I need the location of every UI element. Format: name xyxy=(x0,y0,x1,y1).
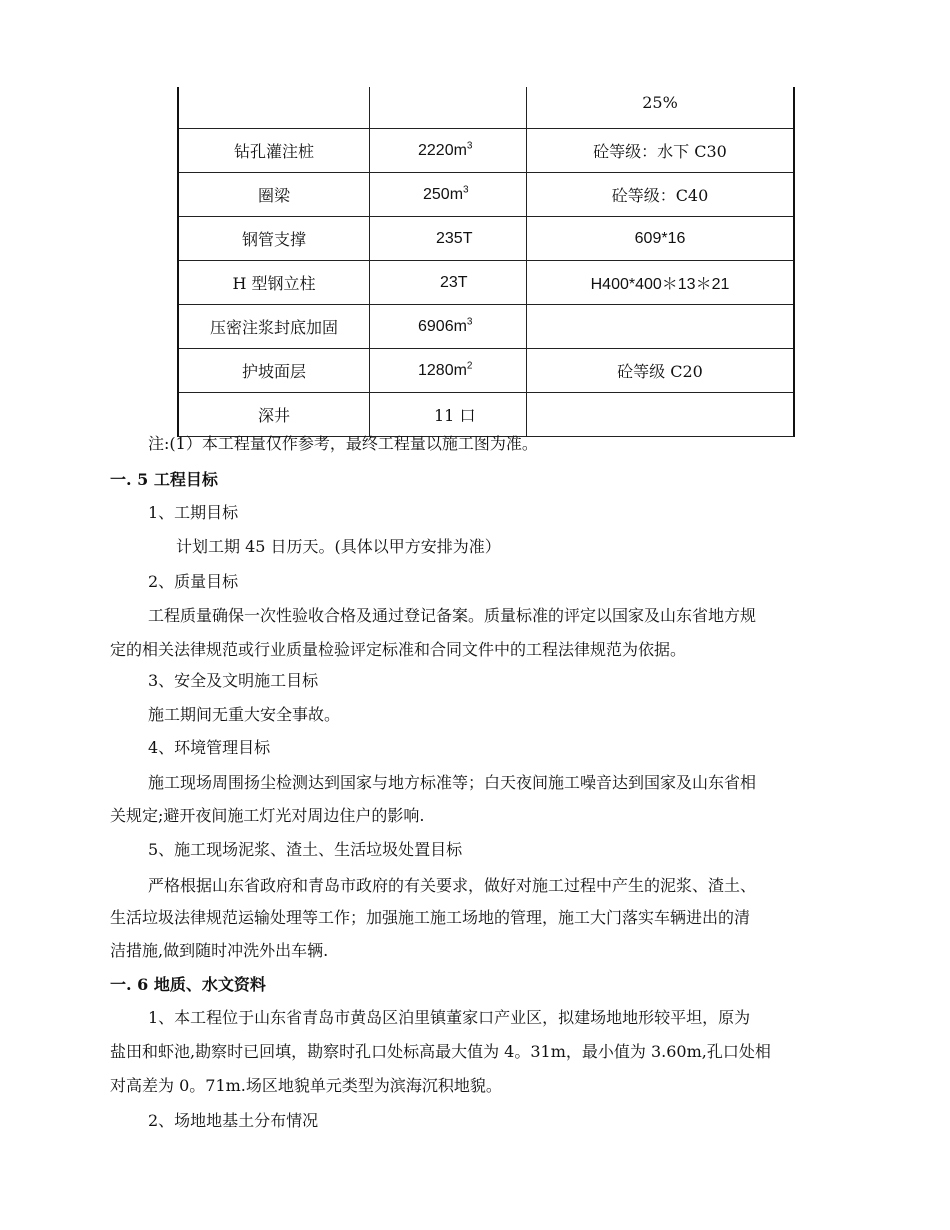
table-cell-qty xyxy=(370,261,527,305)
table-cell-spec: 25% xyxy=(527,87,795,129)
table-cell-qty xyxy=(370,305,527,349)
qty-value: 2220m xyxy=(418,141,467,159)
table-cell-spec: 砼等级 C20 xyxy=(527,349,795,393)
paragraph-waste-line: 严格根据山东省政府和青岛市政府的有关要求，做好对施工过程中产生的泥浆、渣土、 xyxy=(148,876,757,895)
paragraph-geology-line: 对高差为 0。71m.场区地貌单元类型为滨海沉积地貌。 xyxy=(110,1076,502,1095)
table-cell-qty xyxy=(370,173,527,217)
table-cell-spec: 砼等级：C40 xyxy=(527,173,795,217)
table-row xyxy=(178,173,794,217)
qty-value: 6906m xyxy=(418,317,467,335)
table-row xyxy=(178,393,794,437)
table-cell-spec xyxy=(527,305,795,349)
paragraph-safety: 施工期间无重大安全事故。 xyxy=(148,705,341,724)
subheading-waste: 5、施工现场泥浆、渣土、生活垃圾处置目标 xyxy=(148,840,463,859)
qty-unit-superscript: 2 xyxy=(466,360,473,372)
table-cell-item xyxy=(178,87,370,129)
table-cell-qty xyxy=(370,217,527,261)
subheading-soil-distribution: 2、场地地基土分布情况 xyxy=(148,1111,319,1130)
qty-unit-superscript: 3 xyxy=(463,184,469,196)
table-cell-item: 钢管支撑 xyxy=(178,217,370,261)
section-heading-geology: 一. 6 地质、水文资料 xyxy=(110,975,266,994)
table-cell-item: 深井 xyxy=(178,393,370,437)
table-cell-item: 护坡面层 xyxy=(178,349,370,393)
subheading-schedule: 1、工期目标 xyxy=(148,503,239,522)
paragraph-environment-line: 施工现场周围扬尘检测达到国家与地方标准等；白天夜间施工噪音达到国家及山东省相 xyxy=(148,773,757,792)
subheading-environment: 4、环境管理目标 xyxy=(148,738,271,757)
subheading-quality: 2、质量目标 xyxy=(148,572,239,591)
paragraph-waste-line: 洁措施,做到随时冲洗外出车辆. xyxy=(110,941,329,960)
qty-unit-superscript: 3 xyxy=(466,140,473,152)
table-cell-spec: H400*400＊13＊21 xyxy=(527,261,795,305)
table-cell-item: H 型钢立柱 xyxy=(178,261,370,305)
paragraph-quality-line: 定的相关法律规范或行业质量检验评定标准和合同文件中的工程法律规范为依据。 xyxy=(110,640,687,659)
table-cell-spec xyxy=(527,393,795,437)
table-note: 注:(1）本工程量仅作参考，最终工程量以施工图为准。 xyxy=(148,434,538,453)
table-cell-spec: 609*16 xyxy=(527,217,795,261)
table-cell-qty xyxy=(370,349,527,393)
table-row xyxy=(178,129,794,173)
qty-unit-superscript: 3 xyxy=(466,316,473,328)
table-row xyxy=(178,261,794,305)
qty-value: 1280m xyxy=(418,361,467,379)
quantity-table xyxy=(177,87,795,437)
paragraph-schedule: 计划工期 45 日历天。(具体以甲方安排为准） xyxy=(176,537,501,556)
qty-value: 11 口 xyxy=(434,406,476,425)
qty-value: 250m xyxy=(423,185,464,203)
table-row xyxy=(178,87,794,129)
table-row xyxy=(178,217,794,261)
paragraph-environment-line: 关规定;避开夜间施工灯光对周边住户的影响. xyxy=(110,806,425,825)
subheading-safety: 3、安全及文明施工目标 xyxy=(148,671,319,690)
paragraph-geology-line: 盐田和虾池,勘察时已回填，勘察时孔口处标高最大值为 4。31m，最小值为 3.60m,孔口处相 xyxy=(110,1042,771,1061)
table-cell-item: 圈梁 xyxy=(178,173,370,217)
paragraph-geology-line: 1、本工程位于山东省青岛市黄岛区泊里镇董家口产业区，拟建场地地形较平坦，原为 xyxy=(148,1008,751,1027)
table-cell-item: 钻孔灌注桩 xyxy=(178,129,370,173)
paragraph-waste-line: 生活垃圾法律规范运输处理等工作；加强施工施工场地的管理，施工大门落实车辆进出的清 xyxy=(110,908,751,927)
table-cell-item: 压密注浆封底加固 xyxy=(178,305,370,349)
section-heading-targets: 一. 5 工程目标 xyxy=(110,470,218,489)
table-cell-qty xyxy=(370,129,527,173)
table-cell-spec: 砼等级：水下 C30 xyxy=(527,129,795,173)
qty-value: 23T xyxy=(440,273,468,291)
qty-value: 235T xyxy=(436,229,473,247)
table-cell-qty xyxy=(370,393,527,437)
table-cell-qty xyxy=(370,87,527,129)
paragraph-quality-line: 工程质量确保一次性验收合格及通过登记备案。质量标准的评定以国家及山东省地方规 xyxy=(148,606,757,625)
table-row xyxy=(178,305,794,349)
table-row xyxy=(178,349,794,393)
